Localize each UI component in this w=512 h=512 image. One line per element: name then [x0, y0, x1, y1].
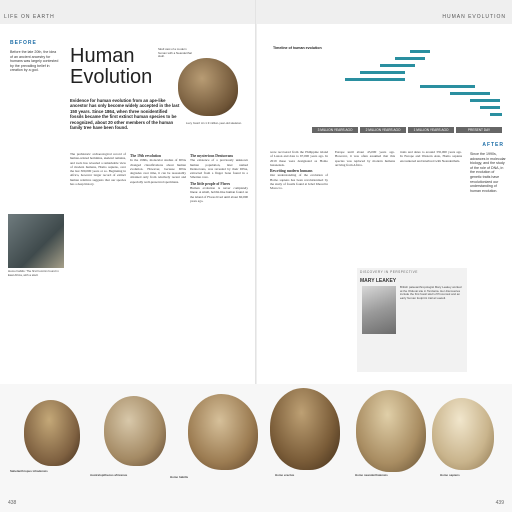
timeline-bar [345, 78, 405, 81]
running-header-right: HUMAN EVOLUTION [442, 14, 506, 20]
timeline-bar [395, 57, 425, 60]
page-number-left: 438 [8, 500, 17, 506]
timeline-bar [380, 64, 415, 67]
body-column-4-text: were recovered from the Philippine island of Luzon and date to 67,000 years ago. In 2019 these were designated as Homo luzonensis. [270, 150, 328, 167]
body-column-4 [270, 150, 328, 380]
sidebar-before-label: BEFORE [10, 40, 37, 46]
hominin-skull-image [178, 58, 238, 116]
intro-text: Evidence for human evolution from an ape-like ancestor has only become widely accepted in the last 150 years. Since 1864, when three nonidentified fossils became the first extinct human species to be recognized, about 20 other members of the human family tree have been found. [70, 98, 180, 131]
caption-skull-6: Homo sapiens [440, 473, 460, 477]
caption-skull-5: Homo neanderthalensis [355, 473, 388, 477]
skull-3-image [188, 394, 258, 470]
caption-top: Skull cast of a modern human with a Neanderthal skull. [158, 47, 192, 59]
timeline-bar [450, 92, 490, 95]
page-title: Human Evolution [70, 45, 153, 88]
timeline-axis-label: 1 MILLION YEARS AGO [408, 127, 454, 133]
caption-skull-2: Australopithecus africanus [90, 473, 128, 477]
timeline-bar [480, 106, 500, 109]
timeline-bar [360, 71, 405, 74]
body-column-3-heading-2: The little people of Flores [190, 181, 231, 186]
caption-skull-4: Homo erectus [275, 473, 295, 477]
skull-2-image [104, 396, 166, 466]
timeline-bar [420, 85, 475, 88]
timeline-axis-label: 3 MILLION YEARS AGO [312, 127, 358, 133]
body-column-4-text-2: Our understanding of the evolution of Homo sapiens has been revolutionized by the study of fossils found at Jebel Irhoud in Morocco. [270, 173, 328, 191]
timeline-title: Timeline of human evolution [273, 46, 322, 50]
caption-mid-right: Lucy fossil: An 1.9 million-year-old skeleton. [186, 121, 243, 125]
running-header-left: LIFE ON EARTH [4, 14, 55, 20]
bio-label: DISCOVERY IN PERSPECTIVE [360, 270, 418, 274]
sidebar-after-label: AFTER [482, 142, 504, 148]
caption-mid-left: Homo habilis: The first hominin found in East Africa, with a skull. [8, 269, 59, 277]
skull-4-image [270, 388, 340, 470]
page-number-right: 439 [495, 500, 504, 506]
excavation-photo [8, 214, 64, 268]
bio-name: MARY LEAKEY [360, 278, 397, 284]
body-column-3-text-2: Human evolution is never completely linear. A small, hobbit-like human found on the island of Flores lived until about 60,000 years ago. [190, 186, 248, 203]
skull-1-image [24, 400, 80, 466]
body-column-2-heading: The 19th revolution [130, 154, 162, 158]
body-column-2-text: In the 1960s, molecular studies of DNA changed classifications about human evolution. However, because DNA degrades over time, it can be reasonably obtained only from relatively recent and especially well-preserved specimens. [130, 158, 186, 184]
body-column-3-heading: The mysterious Denisovans [190, 154, 234, 158]
timeline-bar [410, 50, 430, 53]
body-column-6: traits and dates to around 335,000 years ago. In Europe and Western Asia, Homo sapiens encountered and interbred with Neanderthals. [400, 150, 462, 163]
timeline-axis-label: 2 MILLION YEARS AGO [360, 127, 406, 133]
mary-leakey-photo [362, 286, 396, 334]
body-column-3-text: The existence of a previously unknown human population, later named Denisovans, was revealed by their DNA, extracted from a finger bone found in a Siberian cave. [190, 158, 248, 180]
body-column-5: Europe until about 45,000 years ago. However, it was often assumed that this species was replaced by modern humans arriving from Africa. [335, 150, 395, 167]
skull-6-image [432, 398, 494, 470]
skull-5-image [356, 390, 426, 472]
sidebar-before-text: Before the late 20th, the idea of an ancient ancestry for humans was largely contested by the prevailing belief in creation by a god. [10, 50, 59, 73]
caption-skull-1: Sahelanthropus tchadensis [10, 469, 48, 473]
sidebar-after-text: Since the 1990s, advances in molecular biology, and the study of the role of DNA, in the evolution of genetic traits have revolutionized our understanding of human evolution. [470, 152, 506, 193]
caption-skull-3: Homo habilis [170, 475, 189, 479]
body-column-3 [190, 152, 248, 272]
timeline-axis-label: PRESENT DAY [456, 127, 502, 133]
timeline-bar [470, 99, 500, 102]
timeline-bar [490, 113, 502, 116]
bio-text: British paleoanthropologist Mary Leakey worked at the Olduvai site in Tanzania. Her discoveries include the first fossil skull of Proconsul and an early human footprint trail at Laetoli. [400, 285, 462, 300]
body-column-4-heading: Rewriting modern humans [270, 169, 313, 174]
body-column-1: The prehistoric archaeological record of human-related hominins, skeletal remains, and tools has revealed a remarkable view of modern humans, Homo sapiens, over the last 300,000 years or so. Beginning in Africa, however larger record of extinct human relatives suggests that our species has a deep history. [70, 152, 126, 187]
body-column-2 [130, 152, 186, 272]
